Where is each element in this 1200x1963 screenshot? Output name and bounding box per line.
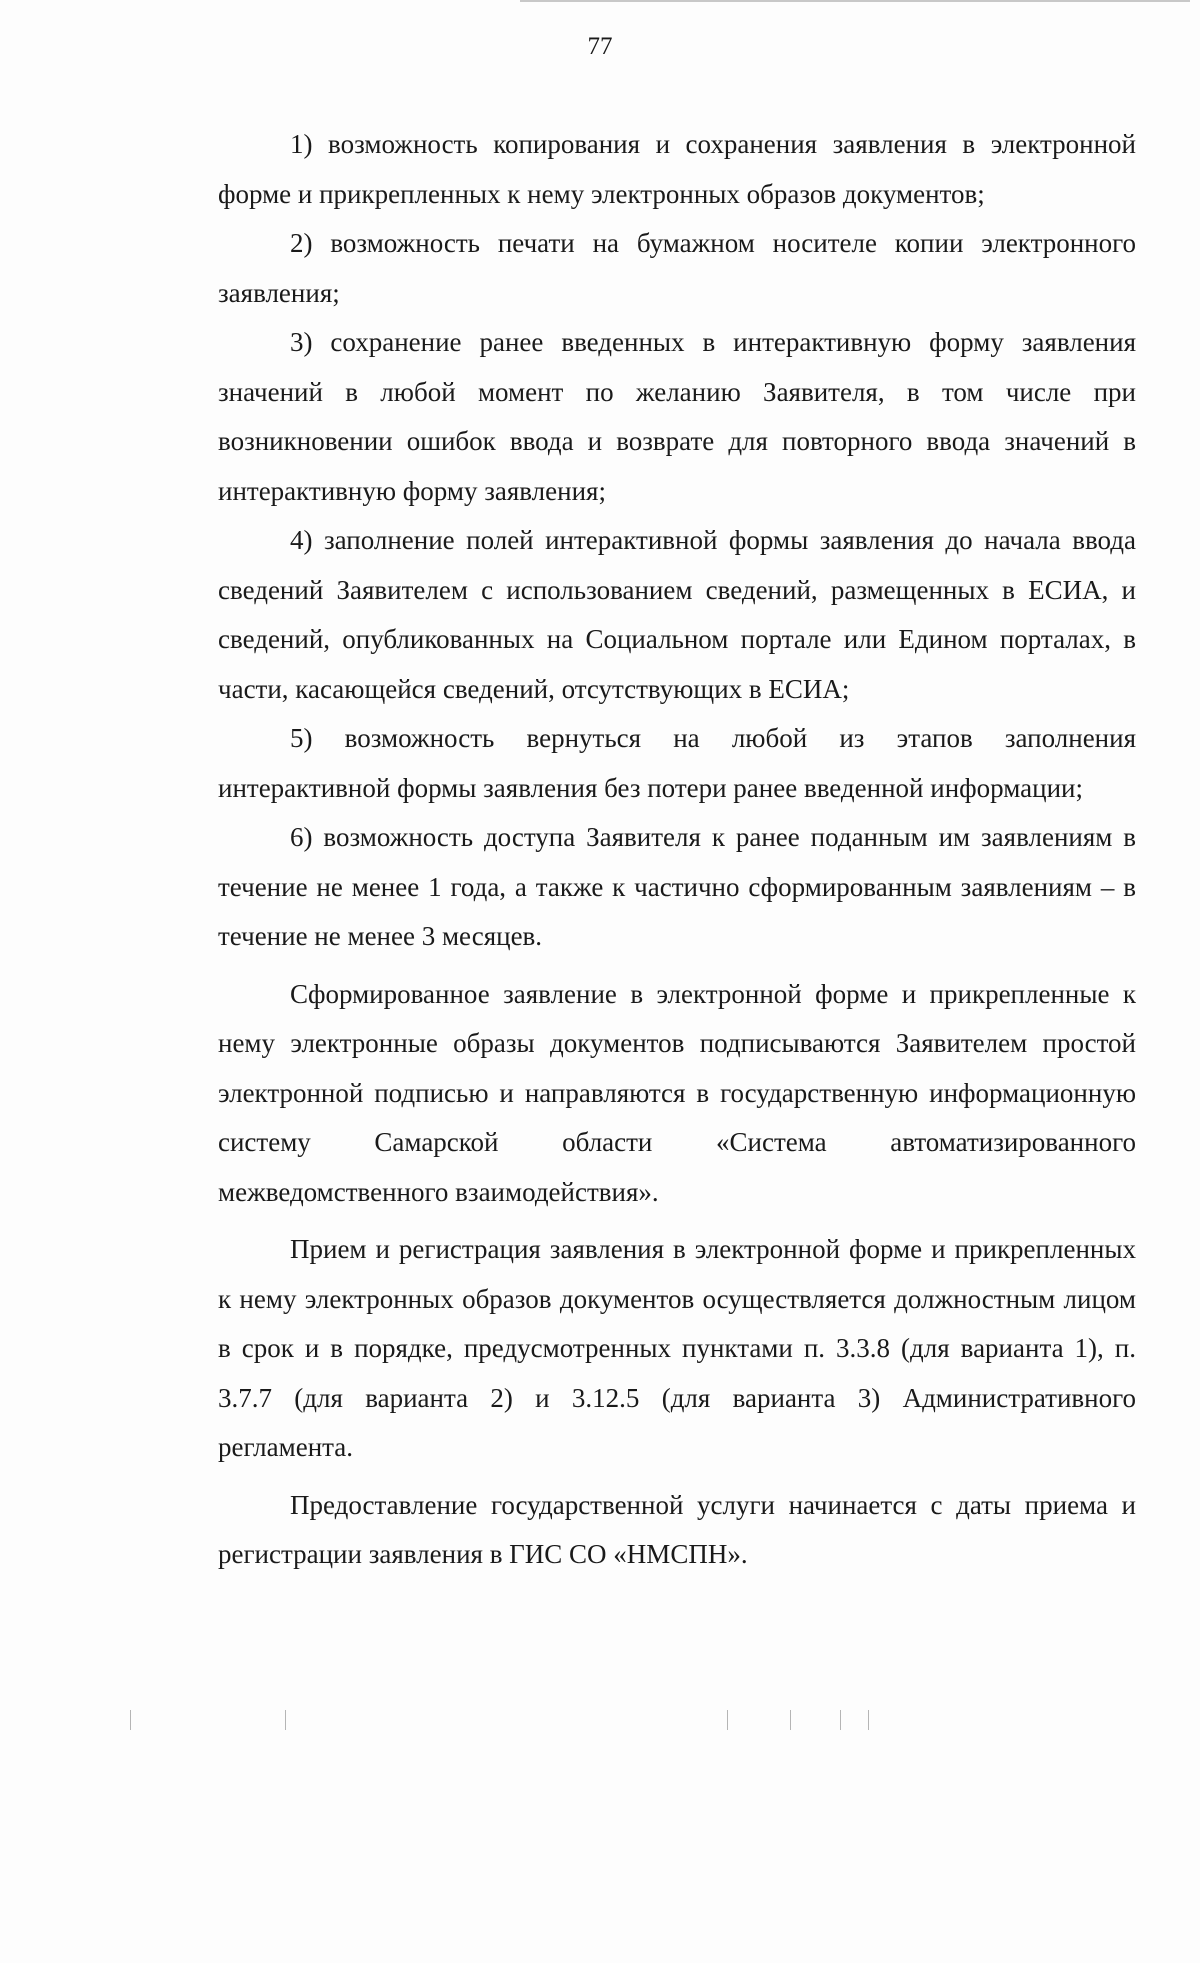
scan-mark: [285, 1710, 286, 1730]
scan-mark: [130, 1710, 131, 1730]
page-number: 77: [587, 33, 613, 60]
list-item-5: 5) возможность вернуться на любой из этапов заполнения интерактивной формы заявления без потери ранее введенной информации;: [218, 723, 1136, 803]
list-item-1: 1) возможность копирования и сохранения заявления в электронной форме и прикрепленных к нему электронных образов документов;: [218, 129, 1136, 209]
paragraph-signature: Сформированное заявление в электронной форме и прикрепленные к нему электронные образы документов подписываются Заявителем простой электронной подписью и направляются в государственную информационную систему Самарской области «Система автоматизированного межведомственного взаимодействия».: [218, 978, 1136, 1207]
list-item-6: 6) возможность доступа Заявителя к ранее поданным им заявлениям в течение не менее 1 года, а также к частично сформированным заявлениям – в течение не менее 3 месяцев.: [218, 822, 1136, 951]
scan-top-edge: [520, 0, 1190, 2]
paragraph-registration: Прием и регистрация заявления в электронной форме и прикрепленных к нему электронных образов документов осуществляется должностным лицом в срок и в порядке, предусмотренных пунктами п. 3.3.8 (для варианта 1), п. 3.7.7 (для варианта 2) и 3.12.5 (для варианта 3) Административного регламента.: [218, 1234, 1136, 1462]
list-item-4: 4) заполнение полей интерактивной формы заявления до начала ввода сведений Заявителем с использованием сведений, размещенных в ЕСИА, и сведений, опубликованных на Социальном портале или Едином порталах, в части, касающейся сведений, отсутствующих в ЕСИА;: [218, 525, 1136, 704]
scan-mark: [868, 1710, 869, 1730]
list-item-3: 3) сохранение ранее введенных в интерактивную форму заявления значений в любой момент по желанию Заявителя, в том числе при возникновении ошибок ввода и возврате для повторного ввода значений в интерактивную форму заявления;: [218, 327, 1136, 506]
scan-mark: [790, 1710, 791, 1730]
scan-mark: [727, 1710, 728, 1730]
document-body: [218, 120, 1136, 1580]
scan-mark: [840, 1710, 841, 1730]
scan-artifacts: [0, 1710, 1200, 1730]
list-item-2: 2) возможность печати на бумажном носителе копии электронного заявления;: [218, 228, 1136, 308]
paragraph-service-start: Предоставление государственной услуги начинается с даты приема и регистрации заявления в ГИС СО «НМСПН».: [218, 1489, 1136, 1569]
